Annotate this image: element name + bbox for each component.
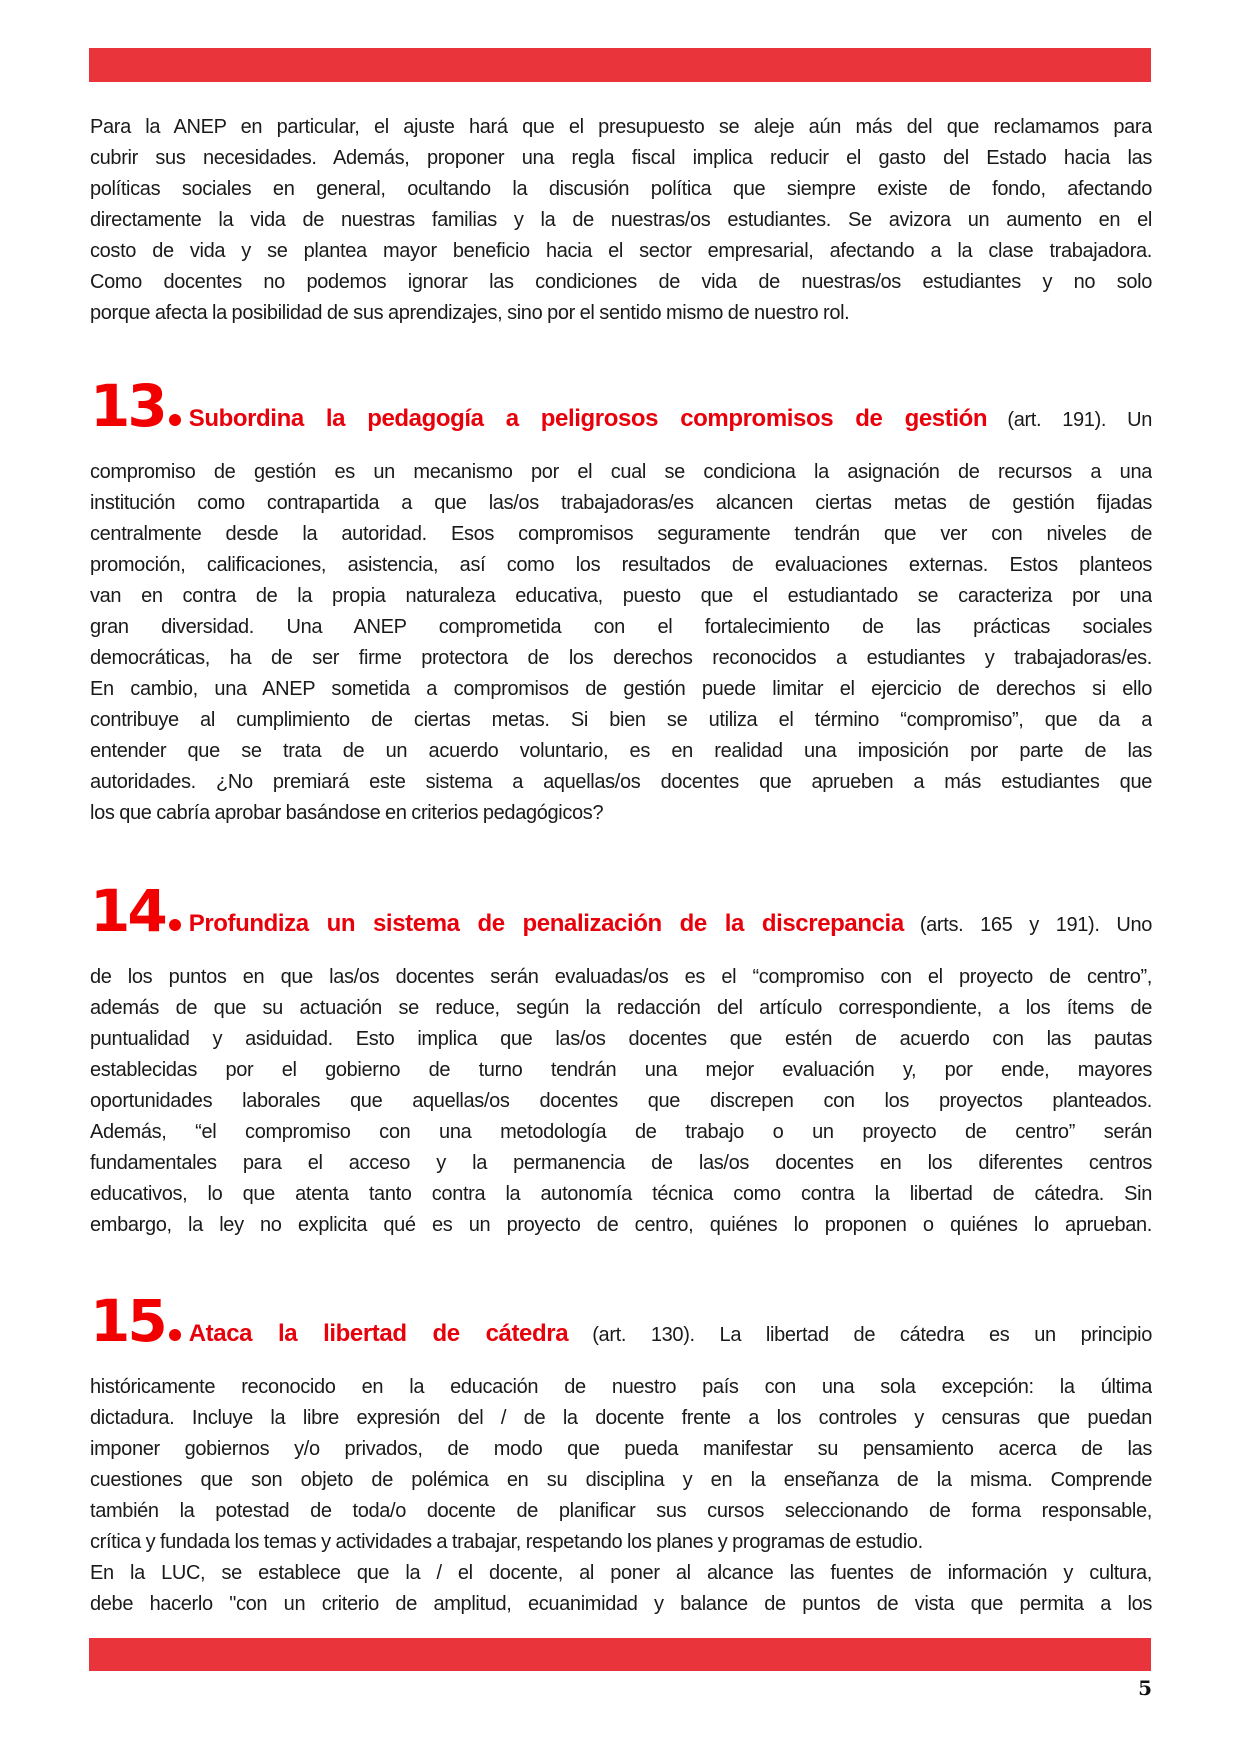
text-line: educativos, lo que atenta tanto contra la autonomía técnica como contra la libertad de cátedra. Sin (90, 1183, 1152, 1205)
text-line: históricamente reconocido en la educación de nuestro país con una sola excepción: la última (90, 1376, 1152, 1398)
text-line: dictadura. Incluye la libre expresión del / de la docente frente a los controles y censuras que puedan (90, 1407, 1152, 1429)
text-line: los que cabría aprobar basándose en criterios pedagógicos? (90, 802, 604, 824)
bullet-dot-icon (169, 414, 181, 426)
text-line: promoción, calificaciones, asistencia, así como los resultados de evaluaciones externas. Estos planteos (90, 554, 1152, 576)
text-line: institución como contrapartida a que las/os trabajadoras/es alcancen ciertas metas de gestión fijadas (90, 492, 1152, 514)
text-line: directamente la vida de nuestras familias y la de nuestras/os estudiantes. Se avizora un aumento en el (90, 209, 1152, 231)
text-line: Como docentes no podemos ignorar las condiciones de vida de nuestras/os estudiantes y no solo (90, 271, 1152, 293)
text-line: políticas sociales en general, ocultando la discusión política que siempre existe de fondo, afectando (90, 178, 1152, 200)
section-heading (90, 1291, 1152, 1351)
text-line: porque afecta la posibilidad de sus aprendizajes, sino por el sentido mismo de nuestro rol. (90, 302, 850, 324)
bullet-dot-icon (169, 1329, 181, 1341)
text-line: autoridades. ¿No premiará este sistema a aquellas/os docentes que aprueben a más estudiantes que (90, 771, 1152, 793)
section-number: 14 (90, 881, 165, 941)
bullet-dot-icon (169, 919, 181, 931)
text-line: Para la ANEP en particular, el ajuste hará que el presupuesto se aleje aún más del que reclamamos para (90, 116, 1152, 138)
text-line: centralmente desde la autoridad. Esos compromisos seguramente tendrán que ver con niveles de (90, 523, 1152, 545)
text-line: embargo, la ley no explicita qué es un proyecto de centro, quiénes lo proponen o quiénes lo aprueban. (90, 1214, 1152, 1236)
text-line: entender que se trata de un acuerdo voluntario, es en realidad una imposición por parte de las (90, 740, 1152, 762)
text-line: también la potestad de toda/o docente de planificar sus cursos seleccionando de forma responsable, (90, 1500, 1152, 1522)
section-title: Subordina la pedagogía a peligrosos compromisos de gestión (188, 405, 988, 432)
section-title: Ataca la libertad de cátedra (188, 1320, 569, 1347)
section-heading (90, 376, 1152, 436)
section-number: 15 (90, 1291, 165, 1351)
footer-accent-bar (89, 1638, 1151, 1671)
text-line: imponer gobiernos y/o privados, de modo que pueda manifestar su pensamiento acerca de las (90, 1438, 1152, 1460)
text-line: fundamentales para el acceso y la permanencia de las/os docentes en los diferentes centros (90, 1152, 1152, 1174)
text-line: oportunidades laborales que aquellas/os docentes que discrepen con los proyectos planteados. (90, 1090, 1152, 1112)
section-article-ref: (arts. 165 y 191). Uno (919, 914, 1152, 936)
text-line: además de que su actuación se reduce, según la redacción del artículo correspondiente, a los ítems de (90, 997, 1152, 1019)
text-line: van en contra de la propia naturaleza educativa, puesto que el estudiantado se caracteriza por una (90, 585, 1152, 607)
section-title: Profundiza un sistema de penalización de la discrepancia (188, 910, 904, 937)
text-line: democráticas, ha de ser firme protectora de los derechos reconocidos a estudiantes y trabajadoras/es. (90, 647, 1152, 669)
section-heading (90, 881, 1152, 941)
text-line: costo de vida y se plantea mayor beneficio hacia el sector empresarial, afectando a la clase trabajadora. (90, 240, 1152, 262)
text-line: Además, “el compromiso con una metodología de trabajo o un proyecto de centro” serán (90, 1121, 1152, 1143)
page-number: 5 (1138, 1676, 1152, 1700)
text-line: En la LUC, se establece que la / el docente, al poner al alcance las fuentes de información y cultura, (90, 1562, 1152, 1584)
text-line: contribuye al cumplimiento de ciertas metas. Si bien se utiliza el término “compromiso”, que da a (90, 709, 1152, 731)
section-number: 13 (90, 376, 165, 436)
text-line: cubrir sus necesidades. Además, proponer una regla fiscal implica reducir el gasto del Estado hacia las (90, 147, 1152, 169)
section-article-ref: (art. 191). Un (1007, 409, 1152, 431)
text-line: debe hacerlo "con un criterio de amplitud, ecuanimidad y balance de puntos de vista que permita a los (90, 1593, 1152, 1615)
text-line: de los puntos en que las/os docentes serán evaluadas/os es el “compromiso con el proyecto de centro”, (90, 966, 1152, 988)
header-accent-bar (89, 48, 1151, 82)
section-article-ref: (art. 130). La libertad de cátedra es un principio (592, 1324, 1152, 1346)
text-line: establecidas por el gobierno de turno tendrán una mejor evaluación y, por ende, mayores (90, 1059, 1152, 1081)
text-line: puntualidad y asiduidad. Esto implica que las/os docentes que estén de acuerdo con las pautas (90, 1028, 1152, 1050)
text-line: En cambio, una ANEP sometida a compromisos de gestión puede limitar el ejercicio de derechos si ello (90, 678, 1152, 700)
text-line: cuestiones que son objeto de polémica en su disciplina y en la enseñanza de la misma. Comprende (90, 1469, 1152, 1491)
text-line: gran diversidad. Una ANEP comprometida con el fortalecimiento de las prácticas sociales (90, 616, 1152, 638)
text-line: compromiso de gestión es un mecanismo por el cual se condiciona la asignación de recursos a una (90, 461, 1152, 483)
text-line: crítica y fundada los temas y actividades a trabajar, respetando los planes y programas de estudio. (90, 1531, 923, 1553)
